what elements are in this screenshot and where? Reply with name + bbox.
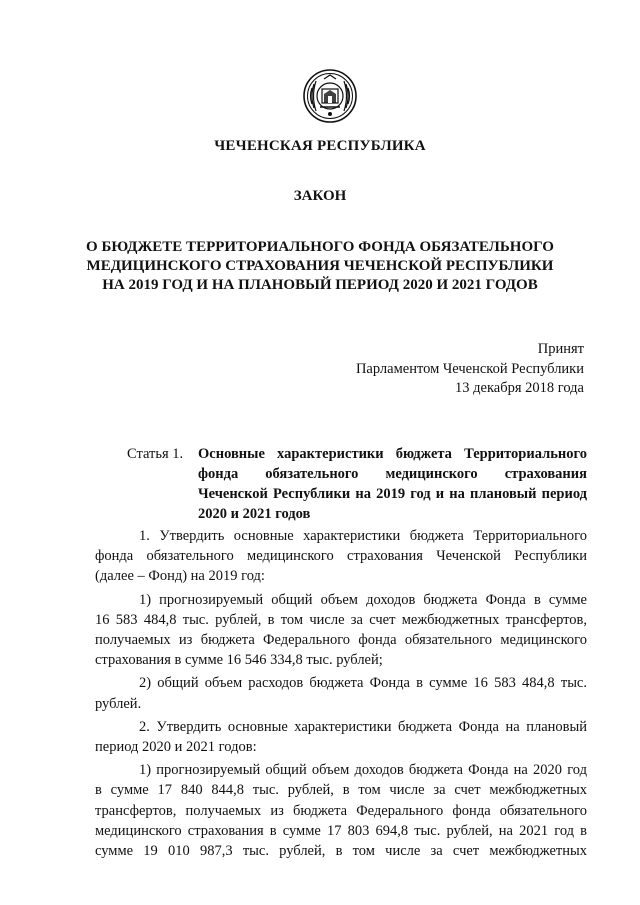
text-line: получаемых из бюджета Федерального фонда обязательного медицинского [95, 632, 587, 649]
law-title-line: О БЮДЖЕТЕ ТЕРРИТОРИАЛЬНОГО ФОНДА ОБЯЗАТЕЛЬНОГО [86, 239, 554, 255]
article-title-line: Основные характеристики бюджета Территориального [198, 446, 587, 462]
text-line: сумме 19 010 987,3 тыс. рублей, в том числе за счет межбюджетных [95, 843, 587, 860]
article-title-line: 2020 и 2021 годов [198, 506, 311, 522]
text-line: 2) общий объем расходов бюджета Фонда в сумме 16 583 484,8 тыс. [139, 675, 587, 692]
paragraph-2 [95, 717, 587, 757]
text-line: рублей. [95, 695, 142, 712]
law-title-line: НА 2019 ГОД И НА ПЛАНОВЫЙ ПЕРИОД 2020 И 2021 ГОДОВ [102, 277, 538, 293]
adoption-note [356, 340, 584, 399]
text-line: медицинского страхования в сумме 17 803 694,8 тыс. рублей, на 2021 год в [95, 822, 587, 839]
paragraph-1-item-2 [95, 673, 587, 713]
article-heading [127, 444, 587, 524]
law-title [0, 238, 640, 295]
text-line: 1) прогнозируемый общий объем доходов бюджета Фонда на 2020 год [139, 762, 587, 779]
paragraph-1-item-1 [95, 590, 587, 671]
text-line: в сумме 17 840 844,8 тыс. рублей, в том числе за счет межбюджетных [95, 782, 587, 799]
paragraph-2-item-1 [95, 760, 587, 861]
text-line: страхования в сумме 16 546 334,8 тыс. рублей; [95, 652, 383, 669]
chechen-republic-coat-of-arms-icon [302, 68, 358, 124]
text-line: трансфертов, получаемых из бюджета Федерального фонда обязательного [95, 802, 587, 819]
article-number: Статья 1. [127, 446, 184, 462]
paragraph-1 [95, 526, 587, 587]
article-title-line: Чеченской Республики на 2019 год и на плановый период [198, 486, 587, 502]
adopted-label: Принят [537, 341, 584, 357]
republic-heading: ЧЕЧЕНСКАЯ РЕСПУБЛИКА [214, 138, 426, 154]
adopted-by: Парламентом Чеченской Республики [355, 360, 584, 377]
law-title-line: МЕДИЦИНСКОГО СТРАХОВАНИЯ ЧЕЧЕНСКОЙ РЕСПУБЛИКИ [86, 258, 554, 274]
text-line: 16 583 484,8 тыс. рублей, в том числе за счет межбюджетных трансфертов, [95, 611, 587, 628]
article-title-line: фонда обязательного медицинского страхования [198, 466, 587, 482]
text-line: период 2020 и 2021 годов: [95, 739, 257, 756]
text-line: 1) прогнозируемый общий объем доходов бюджета Фонда в сумме [139, 591, 587, 608]
adopted-date: 13 декабря 2018 года [455, 380, 584, 396]
text-line: 2. Утвердить основные характеристики бюджета Фонда на плановый [139, 718, 587, 735]
text-line: (далее – Фонд) на 2019 год: [95, 568, 265, 585]
article-title [198, 444, 587, 524]
text-line: 1. Утвердить основные характеристики бюджета Территориального [139, 528, 587, 544]
article-body [95, 526, 587, 861]
document-type: ЗАКОН [293, 188, 347, 204]
text-line: фонда обязательного медицинского страхования Чеченской Республики [95, 548, 587, 565]
